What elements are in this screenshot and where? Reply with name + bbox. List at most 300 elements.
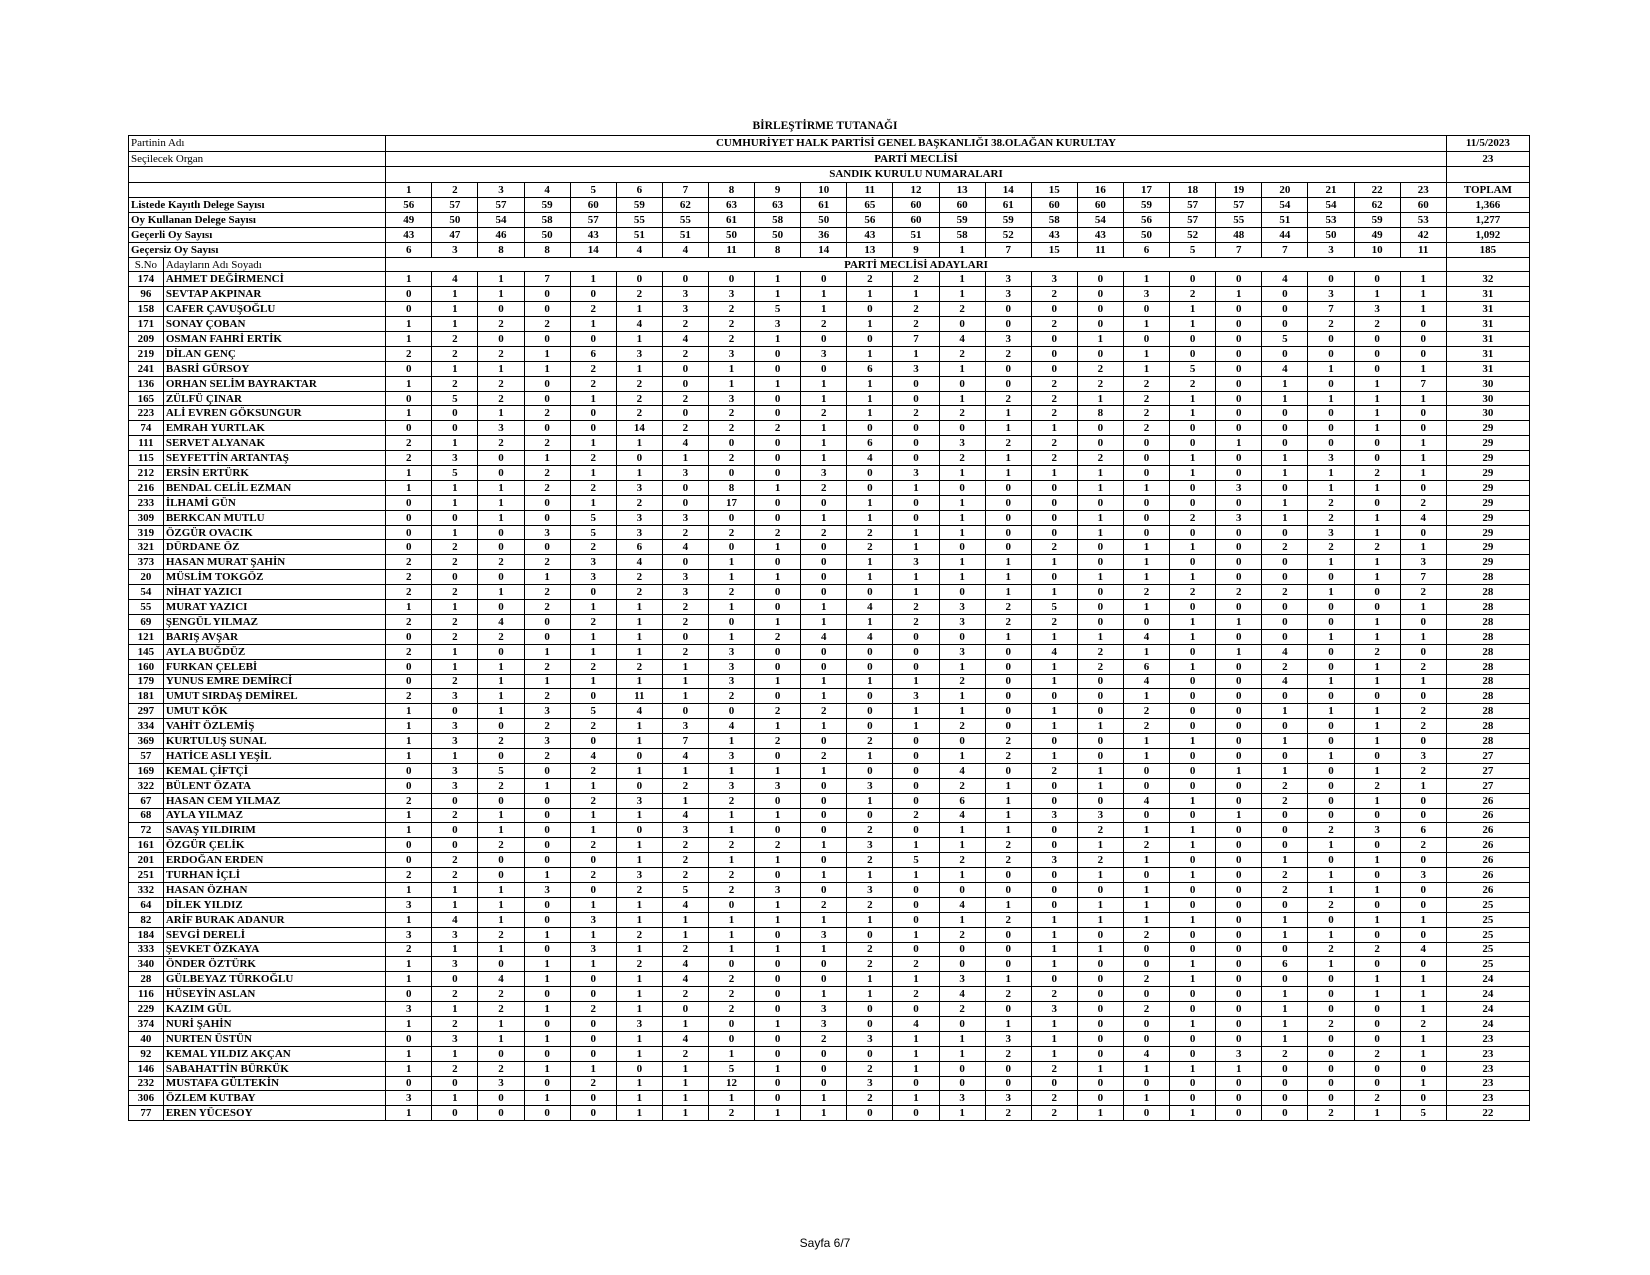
candidate-vote: 2 (1400, 763, 1446, 778)
candidate-vote: 2 (1077, 659, 1123, 674)
candidate-vote: 1 (386, 882, 432, 897)
candidate-vote: 1 (1077, 778, 1123, 793)
candidate-vote: 1 (939, 1031, 985, 1046)
candidate-vote: 1 (801, 421, 847, 436)
candidate-vote: 0 (801, 882, 847, 897)
candidate-vote: 1 (985, 778, 1031, 793)
candidate-vote: 0 (1170, 987, 1216, 1002)
candidate-vote: 2 (708, 868, 754, 883)
candidate-total: 28 (1446, 644, 1529, 659)
candidate-vote: 1 (1354, 376, 1400, 391)
candidate-vote: 1 (801, 838, 847, 853)
candidate-vote: 2 (985, 912, 1031, 927)
candidate-vote: 1 (1308, 629, 1354, 644)
candidate-vote: 0 (847, 689, 893, 704)
candidate-vote: 2 (432, 1061, 478, 1076)
candidate-name: HASAN MURAT ŞAHİN (163, 555, 385, 570)
stat-value: 6 (386, 242, 432, 257)
candidate-vote: 1 (1170, 793, 1216, 808)
candidate-vote: 2 (755, 525, 801, 540)
candidate-vote: 0 (1031, 882, 1077, 897)
candidate-vote: 1 (386, 466, 432, 481)
candidate-sno: 340 (129, 957, 164, 972)
candidate-vote: 1 (524, 1091, 570, 1106)
candidate-vote: 0 (386, 495, 432, 510)
candidate-vote: 2 (524, 585, 570, 600)
candidate-vote: 2 (662, 1046, 708, 1061)
candidate-vote: 0 (1123, 1031, 1169, 1046)
candidate-vote: 1 (1031, 1016, 1077, 1031)
candidate-sno: 69 (129, 614, 164, 629)
candidate-vote: 0 (1031, 570, 1077, 585)
candidate-vote: 3 (985, 287, 1031, 302)
candidate-vote: 0 (1354, 600, 1400, 615)
candidate-vote: 0 (755, 957, 801, 972)
candidate-vote: 1 (1400, 436, 1446, 451)
candidate-vote: 0 (985, 1002, 1031, 1017)
candidate-vote: 0 (801, 793, 847, 808)
candidate-vote: 2 (1123, 376, 1169, 391)
candidate-vote: 1 (801, 510, 847, 525)
stat-value: 60 (893, 198, 939, 213)
candidate-vote: 6 (847, 436, 893, 451)
candidate-vote: 5 (570, 704, 616, 719)
candidate-vote: 1 (478, 823, 524, 838)
candidate-vote: 1 (478, 495, 524, 510)
candidate-vote: 1 (570, 317, 616, 332)
candidate-vote: 2 (386, 585, 432, 600)
candidate-vote: 5 (893, 853, 939, 868)
candidate-total: 31 (1446, 361, 1529, 376)
candidate-vote: 0 (893, 1002, 939, 1017)
candidate-name: MÜSLİM TOKGÖZ (163, 570, 385, 585)
candidate-row (129, 882, 1530, 897)
candidate-vote: 0 (1216, 942, 1262, 957)
candidate-vote: 0 (1354, 495, 1400, 510)
stat-value: 57 (570, 212, 616, 227)
tally-table (128, 135, 1530, 1121)
candidate-vote: 2 (616, 659, 662, 674)
candidate-vote: 0 (1262, 614, 1308, 629)
candidate-total: 23 (1446, 1046, 1529, 1061)
candidate-vote: 2 (755, 734, 801, 749)
candidate-vote: 1 (570, 272, 616, 287)
candidate-vote: 3 (386, 1091, 432, 1106)
candidate-vote: 0 (708, 272, 754, 287)
candidate-vote: 3 (662, 287, 708, 302)
candidate-vote: 0 (708, 436, 754, 451)
candidate-vote: 3 (616, 793, 662, 808)
candidate-vote: 0 (801, 644, 847, 659)
candidate-sno: 297 (129, 704, 164, 719)
stat-value: 4 (616, 242, 662, 257)
candidate-vote: 2 (386, 451, 432, 466)
candidate-vote: 0 (1262, 406, 1308, 421)
candidate-total: 29 (1446, 510, 1529, 525)
candidate-vote: 1 (524, 927, 570, 942)
candidate-row (129, 778, 1530, 793)
stat-value: 11 (1077, 242, 1123, 257)
candidate-vote: 0 (1308, 853, 1354, 868)
candidate-vote: 2 (432, 868, 478, 883)
candidate-vote: 1 (570, 644, 616, 659)
candidate-vote: 1 (939, 272, 985, 287)
candidate-sno: 28 (129, 972, 164, 987)
candidate-vote: 0 (1031, 838, 1077, 853)
candidate-vote: 1 (432, 361, 478, 376)
candidate-vote: 0 (524, 495, 570, 510)
candidate-vote: 0 (1308, 778, 1354, 793)
candidate-vote: 1 (616, 808, 662, 823)
candidate-vote: 4 (1123, 674, 1169, 689)
candidate-vote: 0 (847, 659, 893, 674)
candidate-vote: 0 (755, 689, 801, 704)
candidate-vote: 1 (1031, 942, 1077, 957)
candidate-row (129, 704, 1530, 719)
candidate-name: HASAN ÖZHAN (163, 882, 385, 897)
candidate-vote: 1 (1123, 555, 1169, 570)
candidate-vote: 0 (1400, 927, 1446, 942)
candidate-vote: 0 (1170, 689, 1216, 704)
candidate-vote: 0 (801, 540, 847, 555)
candidate-vote: 2 (1308, 1106, 1354, 1121)
stat-label: Listede Kayıtlı Delege Sayısı (129, 198, 386, 213)
stat-value: 10 (1354, 242, 1400, 257)
candidate-vote: 1 (1123, 734, 1169, 749)
candidate-vote: 1 (847, 793, 893, 808)
candidate-vote: 0 (662, 406, 708, 421)
candidate-vote: 2 (570, 838, 616, 853)
candidate-vote: 0 (1170, 674, 1216, 689)
candidate-vote: 4 (1262, 674, 1308, 689)
candidate-vote: 2 (1400, 838, 1446, 853)
candidate-vote: 0 (939, 1061, 985, 1076)
candidate-name: ÖZGÜR ÇELİK (163, 838, 385, 853)
candidate-vote: 0 (1170, 1076, 1216, 1091)
candidate-vote: 0 (755, 585, 801, 600)
candidate-sno: 57 (129, 748, 164, 763)
candidate-vote: 1 (1031, 659, 1077, 674)
candidate-vote: 0 (1216, 317, 1262, 332)
candidate-name: BARIŞ AVŞAR (163, 629, 385, 644)
candidate-vote: 0 (1308, 644, 1354, 659)
candidate-vote: 1 (1262, 391, 1308, 406)
candidate-vote: 0 (1308, 808, 1354, 823)
candidate-vote: 0 (801, 495, 847, 510)
candidate-vote: 2 (708, 585, 754, 600)
candidate-vote: 0 (570, 734, 616, 749)
candidate-vote: 0 (662, 376, 708, 391)
candidate-name: ZÜLFÜ ÇINAR (163, 391, 385, 406)
candidate-vote: 3 (1308, 451, 1354, 466)
candidate-vote: 0 (985, 302, 1031, 317)
candidate-vote: 2 (432, 853, 478, 868)
candidate-vote: 0 (1123, 466, 1169, 481)
candidate-vote: 0 (1077, 287, 1123, 302)
candidate-vote: 1 (1077, 525, 1123, 540)
candidate-sno: 169 (129, 763, 164, 778)
stat-value: 61 (801, 198, 847, 213)
candidate-vote: 1 (1262, 927, 1308, 942)
candidate-vote: 3 (801, 1002, 847, 1017)
candidate-vote: 1 (524, 1031, 570, 1046)
candidate-vote: 1 (524, 451, 570, 466)
candidate-total: 31 (1446, 317, 1529, 332)
candidate-vote: 0 (985, 927, 1031, 942)
candidate-vote: 0 (1077, 317, 1123, 332)
candidate-vote: 5 (432, 391, 478, 406)
candidate-vote: 1 (1262, 763, 1308, 778)
candidate-vote: 4 (616, 555, 662, 570)
candidate-vote: 2 (1262, 585, 1308, 600)
candidate-vote: 1 (985, 585, 1031, 600)
candidate-vote: 1 (1216, 614, 1262, 629)
candidate-vote: 0 (432, 972, 478, 987)
candidate-vote: 0 (1170, 1002, 1216, 1017)
candidate-vote: 3 (432, 734, 478, 749)
candidate-vote: 0 (985, 361, 1031, 376)
candidate-vote: 1 (1400, 987, 1446, 1002)
candidate-vote: 1 (1354, 987, 1400, 1002)
candidate-vote: 0 (386, 1031, 432, 1046)
candidate-vote: 0 (1170, 644, 1216, 659)
candidate-vote: 1 (1077, 763, 1123, 778)
candidate-vote: 0 (1077, 748, 1123, 763)
candidate-vote: 0 (939, 480, 985, 495)
candidate-name: SAVAŞ YILDIRIM (163, 823, 385, 838)
candidate-vote: 2 (478, 555, 524, 570)
candidate-row (129, 1061, 1530, 1076)
candidate-vote: 1 (570, 466, 616, 481)
candidate-vote: 2 (801, 406, 847, 421)
candidate-vote: 6 (1400, 823, 1446, 838)
candidate-total: 26 (1446, 823, 1529, 838)
candidate-vote: 1 (755, 719, 801, 734)
candidate-vote: 1 (386, 957, 432, 972)
candidate-vote: 1 (478, 406, 524, 421)
candidate-vote: 2 (985, 600, 1031, 615)
candidate-vote: 2 (1031, 540, 1077, 555)
candidate-vote: 2 (432, 808, 478, 823)
candidate-row (129, 1031, 1530, 1046)
candidate-vote: 0 (616, 778, 662, 793)
candidate-vote: 1 (524, 972, 570, 987)
candidate-vote: 1 (616, 614, 662, 629)
candidate-vote: 3 (847, 778, 893, 793)
candidate-vote: 0 (1031, 1076, 1077, 1091)
candidate-vote: 0 (1354, 1076, 1400, 1091)
candidate-vote: 0 (386, 540, 432, 555)
candidate-vote: 1 (1123, 540, 1169, 555)
candidate-vote: 0 (1216, 1002, 1262, 1017)
candidate-vote: 0 (524, 391, 570, 406)
candidate-vote: 0 (1216, 1016, 1262, 1031)
candidate-vote: 0 (386, 391, 432, 406)
candidate-vote: 1 (1123, 317, 1169, 332)
candidate-vote: 0 (432, 1076, 478, 1091)
candidate-sno: 165 (129, 391, 164, 406)
candidate-vote: 3 (801, 466, 847, 481)
candidate-vote: 1 (708, 927, 754, 942)
candidate-vote: 0 (801, 1046, 847, 1061)
candidate-vote: 0 (524, 853, 570, 868)
candidate-vote: 2 (478, 778, 524, 793)
candidate-vote: 0 (1123, 1106, 1169, 1121)
candidate-vote: 0 (1308, 1002, 1354, 1017)
candidate-vote: 2 (893, 272, 939, 287)
candidate-vote: 1 (616, 838, 662, 853)
candidate-vote: 1 (1354, 629, 1400, 644)
candidate-row (129, 927, 1530, 942)
candidate-vote: 2 (616, 287, 662, 302)
candidate-sno: 233 (129, 495, 164, 510)
candidate-vote: 1 (1077, 480, 1123, 495)
candidate-vote: 0 (478, 793, 524, 808)
candidate-vote: 2 (1031, 436, 1077, 451)
candidate-total: 31 (1446, 287, 1529, 302)
candidate-vote: 1 (939, 704, 985, 719)
candidate-vote: 1 (570, 674, 616, 689)
candidate-vote: 0 (432, 704, 478, 719)
candidate-vote: 0 (985, 1076, 1031, 1091)
candidate-vote: 2 (1262, 659, 1308, 674)
candidate-vote: 1 (1262, 987, 1308, 1002)
candidate-vote: 3 (616, 346, 662, 361)
candidate-vote: 1 (985, 1016, 1031, 1031)
candidate-total: 29 (1446, 421, 1529, 436)
candidate-vote: 1 (386, 376, 432, 391)
candidate-vote: 0 (755, 346, 801, 361)
candidate-vote: 1 (1031, 719, 1077, 734)
candidate-vote: 1 (1123, 1061, 1169, 1076)
candidate-row (129, 495, 1530, 510)
candidate-vote: 0 (1400, 644, 1446, 659)
stat-value: 7 (1216, 242, 1262, 257)
candidate-vote: 0 (524, 897, 570, 912)
candidate-vote: 0 (432, 570, 478, 585)
candidate-vote: 1 (801, 391, 847, 406)
candidate-vote: 1 (708, 823, 754, 838)
candidate-vote: 0 (1170, 808, 1216, 823)
candidate-vote: 1 (1400, 600, 1446, 615)
candidate-row (129, 853, 1530, 868)
candidate-vote: 0 (1262, 287, 1308, 302)
candidate-vote: 1 (432, 1046, 478, 1061)
candidate-row (129, 1076, 1530, 1091)
candidate-vote: 0 (755, 391, 801, 406)
candidate-vote: 0 (1400, 882, 1446, 897)
stat-value: 52 (1170, 227, 1216, 242)
candidate-vote: 1 (570, 957, 616, 972)
candidate-vote: 3 (1216, 1046, 1262, 1061)
candidate-vote: 2 (893, 600, 939, 615)
candidate-vote: 0 (893, 659, 939, 674)
candidate-vote: 2 (524, 689, 570, 704)
candidate-vote: 4 (939, 763, 985, 778)
candidate-sno: 334 (129, 719, 164, 734)
stat-value: 43 (1031, 227, 1077, 242)
candidate-vote: 0 (801, 853, 847, 868)
candidate-total: 28 (1446, 570, 1529, 585)
page-number: Sayfa 6/7 (799, 1236, 851, 1250)
candidate-vote: 0 (1216, 927, 1262, 942)
candidate-vote: 1 (1170, 1061, 1216, 1076)
candidate-sno: 20 (129, 570, 164, 585)
candidate-vote: 0 (708, 704, 754, 719)
candidate-vote: 1 (847, 391, 893, 406)
candidate-vote: 3 (432, 957, 478, 972)
candidate-sno: 321 (129, 540, 164, 555)
candidate-total: 27 (1446, 778, 1529, 793)
candidate-vote: 0 (1262, 972, 1308, 987)
candidate-vote: 2 (524, 317, 570, 332)
candidate-vote: 1 (755, 674, 801, 689)
candidate-vote: 0 (1031, 972, 1077, 987)
candidate-name: VAHİT ÖZLEMİŞ (163, 719, 385, 734)
candidate-vote: 0 (1123, 495, 1169, 510)
candidate-vote: 0 (570, 1091, 616, 1106)
candidate-vote: 1 (893, 704, 939, 719)
candidate-vote: 1 (432, 1091, 478, 1106)
candidate-row (129, 570, 1530, 585)
candidate-vote: 6 (847, 361, 893, 376)
candidate-vote: 0 (1308, 719, 1354, 734)
candidate-row (129, 868, 1530, 883)
candidate-vote: 2 (1077, 853, 1123, 868)
candidate-vote: 0 (1216, 868, 1262, 883)
candidate-vote: 0 (1123, 987, 1169, 1002)
candidate-vote: 0 (1123, 763, 1169, 778)
candidate-vote: 0 (1262, 1076, 1308, 1091)
candidate-vote: 1 (478, 912, 524, 927)
candidate-vote: 1 (939, 659, 985, 674)
candidate-vote: 0 (847, 1002, 893, 1017)
candidate-vote: 0 (1216, 853, 1262, 868)
candidate-vote: 0 (1354, 957, 1400, 972)
candidate-vote: 2 (570, 614, 616, 629)
stat-value: 59 (1123, 198, 1169, 213)
candidate-vote: 1 (616, 302, 662, 317)
candidate-vote: 3 (801, 346, 847, 361)
candidate-row (129, 1016, 1530, 1031)
candidate-vote: 3 (662, 823, 708, 838)
candidate-total: 26 (1446, 838, 1529, 853)
candidate-vote: 0 (432, 510, 478, 525)
candidate-vote: 2 (386, 346, 432, 361)
candidate-vote: 2 (386, 868, 432, 883)
stat-value: 59 (985, 212, 1031, 227)
candidate-vote: 0 (1077, 972, 1123, 987)
stat-value: 57 (478, 198, 524, 213)
candidate-vote: 0 (524, 376, 570, 391)
candidate-vote: 1 (801, 451, 847, 466)
candidate-vote: 2 (708, 302, 754, 317)
candidate-vote: 2 (985, 1046, 1031, 1061)
candidate-vote: 1 (708, 600, 754, 615)
candidate-vote: 1 (1170, 823, 1216, 838)
candidate-vote: 3 (662, 302, 708, 317)
candidate-vote: 1 (801, 1091, 847, 1106)
candidate-vote: 0 (570, 1016, 616, 1031)
candidate-vote: 3 (478, 1076, 524, 1091)
candidate-vote: 0 (1216, 823, 1262, 838)
candidate-vote: 5 (478, 763, 524, 778)
candidate-vote: 3 (708, 748, 754, 763)
stat-value: 51 (662, 227, 708, 242)
candidate-vote: 1 (893, 868, 939, 883)
candidate-vote: 1 (1308, 555, 1354, 570)
candidate-vote: 4 (893, 1016, 939, 1031)
